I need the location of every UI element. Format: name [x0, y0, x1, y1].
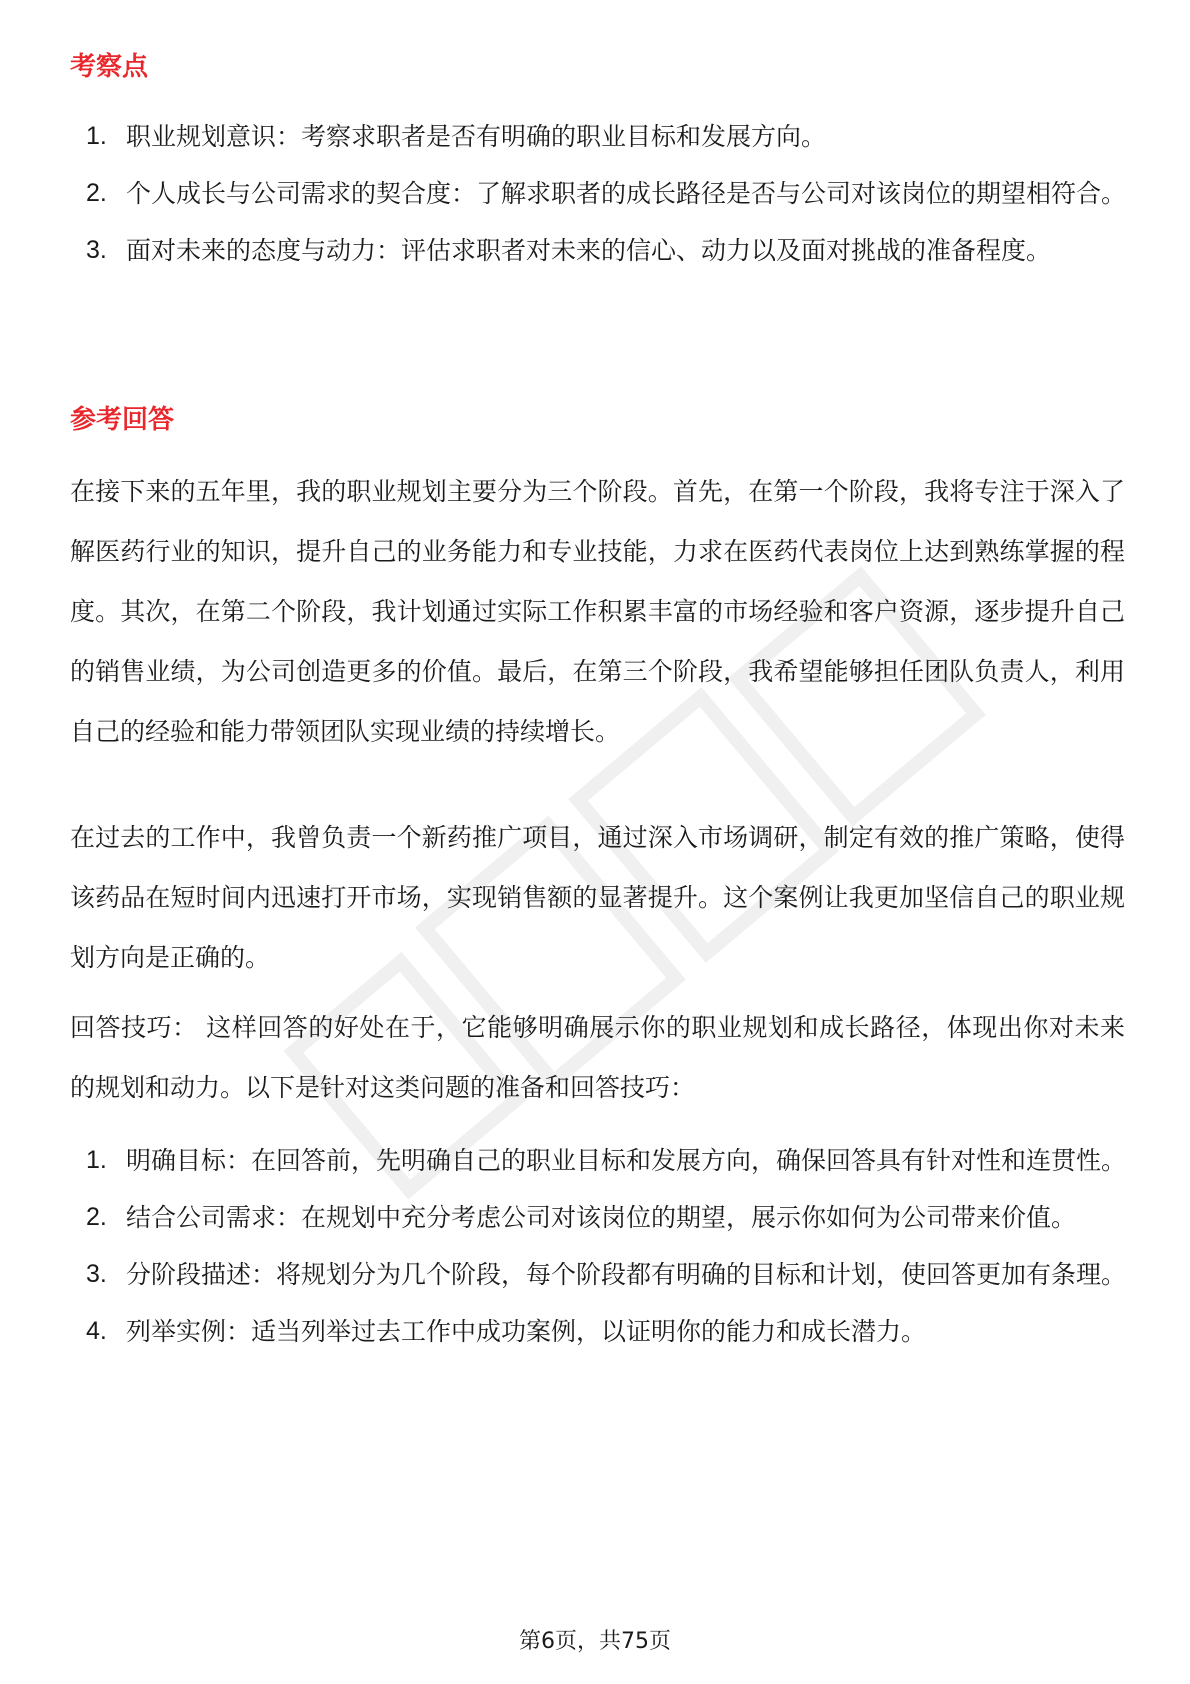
list-item	[70, 1189, 1130, 1246]
list-item	[70, 1132, 1130, 1189]
list-item-text: 分阶段描述：将规划分为几个阶段，每个阶段都有明确的目标和计划，使回答更加有条理。	[126, 1260, 1127, 1289]
list-item-text: 列举实例：适当列举过去工作中成功案例，以证明你的能力和成长潜力。	[126, 1317, 927, 1346]
list-item-number: 4.	[86, 1317, 107, 1345]
list-item-number: 2.	[86, 179, 107, 207]
page-number-footer: 第6页，共75页	[519, 1629, 671, 1654]
answer-paragraph-2: 在过去的工作中，我曾负责一个新药推广项目，通过深入市场调研，制定有效的推广策略，使得该药品在短时间内迅速打开市场，实现销售额的显著提升。这个案例让我更加坚信自己的职业规划方向是正确的。	[70, 823, 1125, 972]
list-item-number: 3.	[86, 236, 107, 264]
list-item-text: 职业规划意识：考察求职者是否有明确的职业目标和发展方向。	[126, 122, 827, 151]
points-list	[70, 108, 1130, 279]
list-item-number: 3.	[86, 1260, 107, 1288]
tips-intro-paragraph: 回答技巧： 这样回答的好处在于，它能够明确展示你的职业规划和成长路径，体现出你对未来的规划和动力。以下是针对这类问题的准备和回答技巧：	[70, 1013, 1125, 1102]
list-item	[70, 165, 1130, 222]
list-item	[70, 108, 1130, 165]
list-item-number: 1.	[86, 122, 107, 150]
list-item-text: 面对未来的态度与动力：评估求职者对未来的信心、动力以及面对挑战的准备程度。	[126, 236, 1052, 265]
list-item-number: 1.	[86, 1146, 107, 1174]
list-item-number: 2.	[86, 1203, 107, 1231]
list-item-text: 结合公司需求：在规划中充分考虑公司对该岗位的期望，展示你如何为公司带来价值。	[126, 1203, 1077, 1232]
section-heading-points: 考察点	[70, 52, 149, 82]
list-item-text: 明确目标：在回答前，先明确自己的职业目标和发展方向，确保回答具有针对性和连贯性。	[126, 1146, 1127, 1175]
tips-list	[70, 1132, 1130, 1360]
answer-paragraph-1: 在接下来的五年里，我的职业规划主要分为三个阶段。首先，在第一个阶段，我将专注于深入了解医药行业的知识，提升自己的业务能力和专业技能，力求在医药代表岗位上达到熟练掌握的程度。其次，在第二个阶段，我计划通过实际工作积累丰富的市场经验和客户资源，逐步提升自己的销售业绩，为公司创造更多的价值。最后，在第三个阶段，我希望能够担任团队负责人，利用自己的经验和能力带领团队实现业绩的持续增长。	[70, 477, 1125, 746]
section-heading-answer: 参考回答	[70, 405, 175, 435]
list-item-text: 个人成长与公司需求的契合度：了解求职者的成长路径是否与公司对该岗位的期望相符合。	[126, 179, 1127, 208]
list-item	[70, 1303, 1130, 1360]
list-item	[70, 1246, 1130, 1303]
list-item	[70, 222, 1130, 279]
